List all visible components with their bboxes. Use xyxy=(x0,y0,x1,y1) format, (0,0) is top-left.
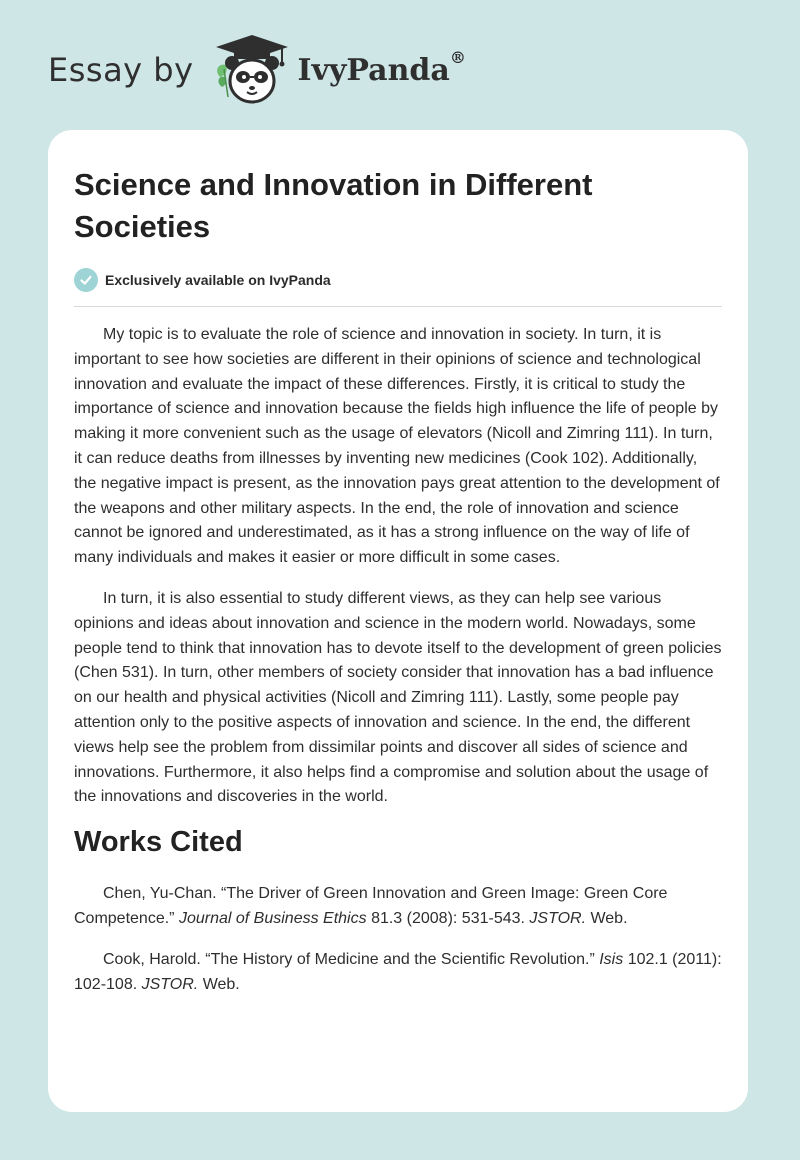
journal-title: Journal of Business Ethics xyxy=(178,910,367,928)
exclusive-label: Exclusively available on IvyPanda xyxy=(105,272,331,288)
panda-graduate-logo-icon[interactable] xyxy=(212,31,292,109)
check-icon xyxy=(74,268,98,292)
paragraph: My topic is to evaluate the role of science and innovation in society. In turn, it is important to see how societies are different in their opinions of science and technological innovation and evaluate the impact of these differences. Firstly, it is critical to study the importance of science and innovation because the fields high influence the life of people by making it more convenient such as the usage of elevators (Nicoll and Zimring 111). In turn, it can reduce deaths from illnesses by inventing new medicines (Cook 102). Additionally, the negative impact is present, as the innovation pays great attention to the development of the weapons and other military aspects. In the end, the role of innovation and science cannot be ignored and underestimated, as it has a strong influence on the way of life of many individuals and makes it easier or more difficult in some cases. xyxy=(74,326,720,567)
site-header xyxy=(48,30,466,110)
essay-card xyxy=(48,130,748,1112)
journal-title: Isis xyxy=(599,951,624,969)
citation: Chen, Yu-Chan. “The Driver of Green Innovation and Green Image: Green Core Competence.” Journal of Business Ethics 81.3 (2008): 531-543. JSTOR. Web. xyxy=(74,885,668,928)
exclusive-badge xyxy=(74,268,722,307)
essay-body xyxy=(74,323,722,997)
database-name: JSTOR. xyxy=(141,976,199,994)
works-cited-heading: Works Cited xyxy=(74,826,243,859)
database-name: JSTOR. xyxy=(529,910,587,928)
paragraph: In turn, it is also essential to study different views, as they can help see various opinions and ideas about innovation and science in the modern world. Nowadays, some people tend to think that innovation has to devote itself to the development of green policies (Chen 531). In turn, other members of society consider that innovation has a bad influence on our health and physical activities (Nicoll and Zimring 111). Lastly, some people pay attention only to the positive aspects of innovation and science. In the end, the different views help see the problem from dissimilar points and discover all sides of science and innovations. Furthermore, it also helps find a compromise and solution about the usage of the innovations and discoveries in the world. xyxy=(74,589,722,806)
essay-by-label: Essay by xyxy=(48,51,194,89)
page-title: Science and Innovation in Different Societies xyxy=(74,167,593,244)
brand-name[interactable]: IvyPanda® xyxy=(297,47,466,88)
citation: Cook, Harold. “The History of Medicine and the Scientific Revolution.” Isis 102.1 (2011): 102-108. JSTOR. Web. xyxy=(74,951,722,994)
